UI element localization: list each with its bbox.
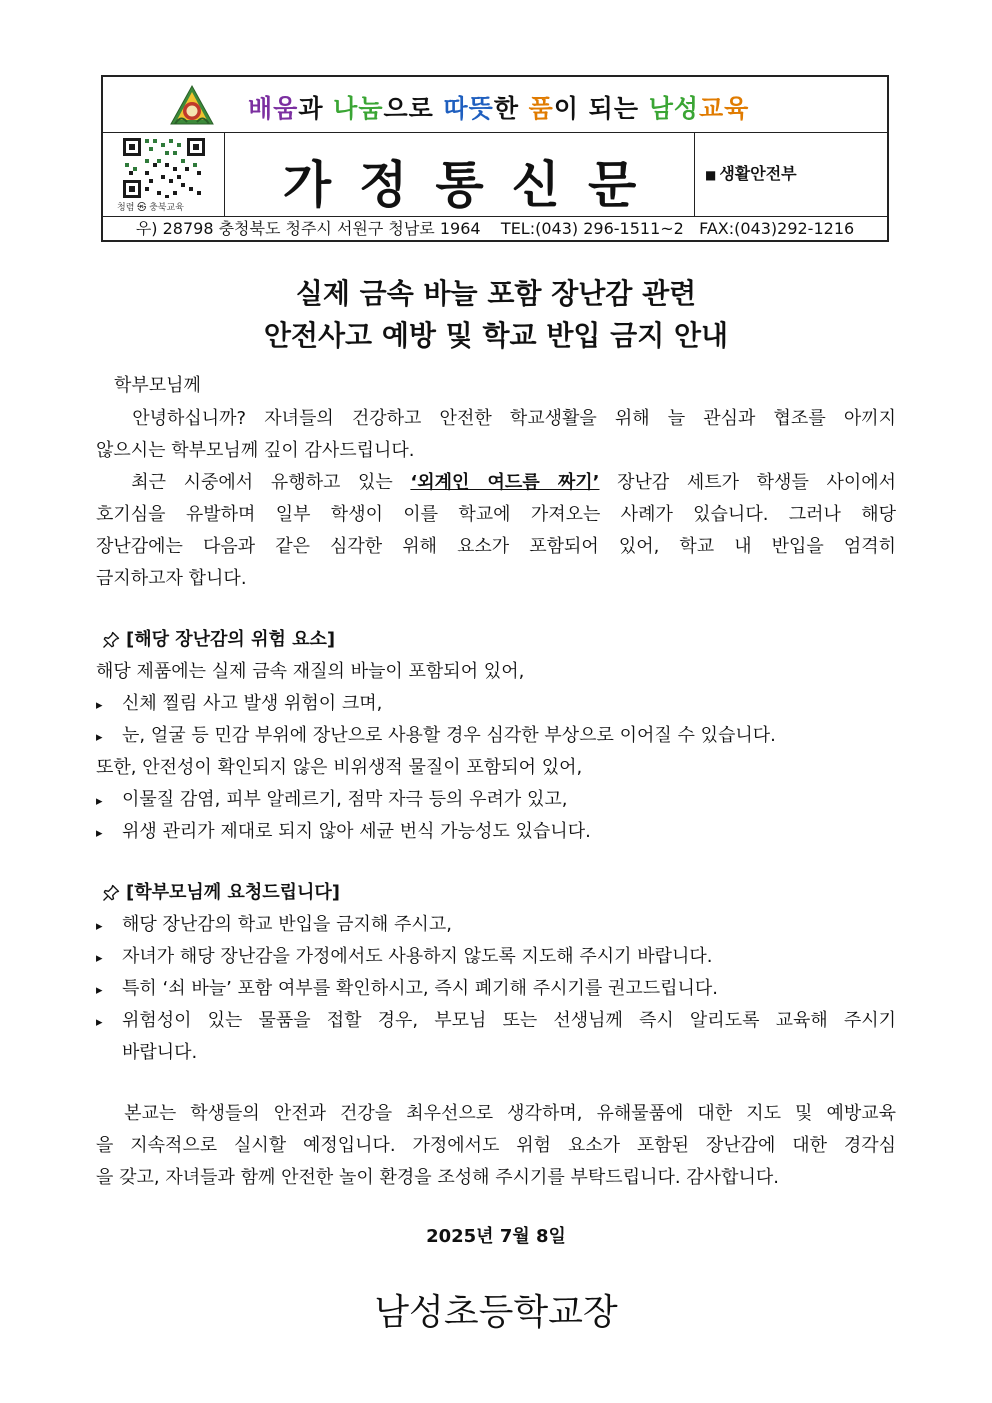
section-1-heading [96, 624, 335, 656]
slogan-segment: 나눔 [333, 94, 384, 123]
slogan-segment: 따뜻 [443, 94, 494, 123]
slogan-segment: 이 되는 [553, 94, 649, 123]
slogan-segment: 으로 [383, 94, 444, 123]
triangle-bullet-icon: ▸ [96, 1015, 103, 1030]
department-label [705, 161, 797, 184]
qr-code-icon[interactable] [122, 137, 206, 199]
triangle-bullet-icon: ▸ [96, 951, 103, 966]
paragraph-2-line-4: 금지하고자 합니다. [96, 568, 247, 589]
slogan-segment: 남성 [648, 94, 699, 123]
slogan-segment: 품 [528, 94, 554, 123]
pushpin-icon [96, 630, 126, 650]
school-address: 우) 28798 충청북도 청주시 서원구 청남로 1964 TEL:(043) 296-1511~2 FAX:(043)292-1216 [135, 219, 855, 238]
section-2-title: [학부모님께 요청드립니다] [126, 882, 340, 903]
triangle-bullet-icon: ▸ [96, 919, 103, 934]
greeting: 학부모님께 [114, 375, 201, 396]
section-1-intro-2: 또한, 안전성이 확인되지 않은 비위생적 물질이 포함되어 있어, [96, 757, 583, 778]
closing-line-2: 을 지속적으로 실시할 예정입니다. 가정에서도 위험 요소가 포함된 장난감에 대한 경각심 [96, 1135, 896, 1156]
pushpin-icon [96, 883, 126, 903]
toy-name-emphasis: ‘외계인 여드름 짜기’ [410, 472, 600, 493]
paragraph-2-line-3: 장난감에는 다음과 같은 심각한 위해 요소가 포함되어 있어, 학교 내 반입을 엄격히 [96, 536, 896, 557]
section-1-bullet: ▸ 신체 찔림 사고 발생 위험이 크며, [96, 688, 382, 722]
slogan-segment: 배움 [248, 94, 299, 123]
section-1-bullet: ▸ 눈, 얼굴 등 민감 부위에 장난으로 사용할 경우 심각한 부상으로 이어질 수 있습니다. [96, 720, 776, 754]
slogan-segment: 과 [298, 94, 334, 123]
slogan-segment: 한 [493, 94, 529, 123]
school-slogan [248, 89, 749, 125]
paragraph-2-line-2: 호기심을 유발하며 일부 학생이 이를 학교에 가져오는 사례가 있습니다. 그러나 해당 [96, 504, 896, 525]
signer: 남성초등학교장 [374, 1292, 618, 1333]
section-2-bullet: ▸ 위험성이 있는 물품을 접할 경우, 부모님 또는 선생님께 즉시 알리도록 교육해 주시기 [96, 1005, 896, 1039]
title-cell [225, 133, 695, 216]
triangle-bullet-icon: ▸ [96, 983, 103, 998]
department-name: 생활안전부 [719, 164, 797, 183]
section-2-bullet-continuation: 바랍니다. [122, 1042, 198, 1063]
section-1-bullet: ▸ 위생 관리가 제대로 되지 않아 세균 번식 가능성도 있습니다. [96, 816, 591, 850]
closing-line-1: 본교는 학생들의 안전과 건강을 최우선으로 생각하며, 유해물품에 대한 지도 및 예방교육 [124, 1103, 896, 1124]
document-title: 가정통신문 [282, 155, 665, 214]
slogan-segment: 교육 [699, 94, 750, 123]
section-2-bullet: ▸ 자녀가 해당 장난감을 가정에서도 사용하지 않도록 지도해 주시기 바랍니다. [96, 941, 713, 975]
section-1-intro-1: 해당 제품에는 실제 금속 재질의 바늘이 포함되어 있어, [96, 661, 525, 682]
triangle-bullet-icon: ▸ [96, 826, 103, 841]
school-emblem-icon [169, 84, 215, 128]
paragraph-2-line-1: 최근 시중에서 유행하고 있는 ‘외계인 여드름 짜기’ 장난감 세트가 학생들 사이에서 [131, 472, 896, 493]
section-1-title: [해당 장난감의 위험 요소] [126, 629, 336, 650]
slogan-row [103, 77, 887, 133]
paragraph-1-line-2: 않으시는 학부모님께 깊이 감사드립니다. [96, 440, 415, 461]
title-row [103, 133, 887, 217]
section-1-bullet: ▸ 이물질 감염, 피부 알레르기, 점막 자극 등의 우려가 있고, [96, 784, 567, 818]
headline-line-2: 안전사고 예방 및 학교 반입 금지 안내 [263, 319, 729, 352]
square-bullet-icon: ■ [705, 168, 717, 182]
qr-cell [103, 133, 225, 216]
closing-line-3: 을 갖고, 자녀들과 함께 안전한 놀이 환경을 조성해 주시기를 부탁드립니다. 감사합니다. [96, 1167, 779, 1188]
triangle-bullet-icon: ▸ [96, 698, 103, 713]
paragraph-1-line-1: 안녕하십니까? 자녀들의 건강하고 안전한 학교생활을 위해 늘 관심과 협조를 아끼지 [132, 408, 896, 429]
qr-caption: 청렴 ㉿ 충북교육 [117, 203, 184, 213]
letterhead [101, 75, 889, 242]
triangle-bullet-icon: ▸ [96, 730, 103, 745]
section-2-heading [96, 877, 340, 909]
triangle-bullet-icon: ▸ [96, 794, 103, 809]
section-2-bullet: ▸ 특히 ‘쇠 바늘’ 포함 여부를 확인하시고, 즉시 폐기해 주시기를 권고드립니다. [96, 973, 718, 1007]
issue-date: 2025년 7월 8일 [426, 1226, 566, 1247]
headline-line-1: 실제 금속 바늘 포함 장난감 관련 [295, 277, 697, 310]
section-2-bullet: ▸ 해당 장난감의 학교 반입을 금지해 주시고, [96, 909, 452, 943]
